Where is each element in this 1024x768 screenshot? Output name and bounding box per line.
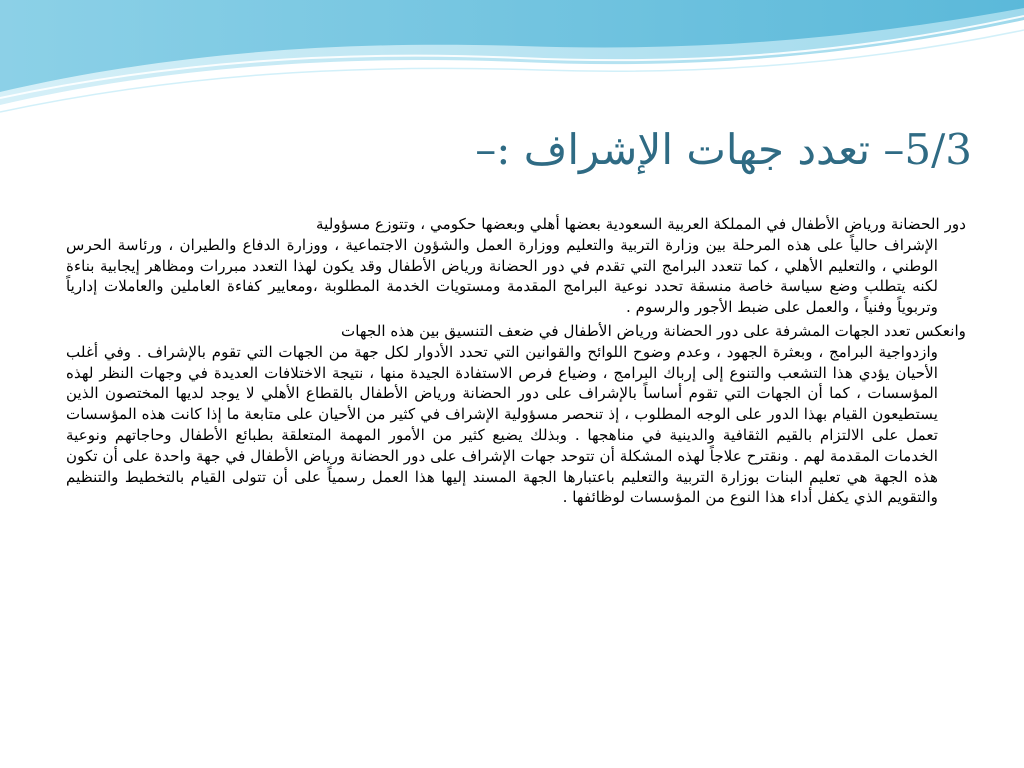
paragraph-2-first-line: وانعكس تعدد الجهات المشرفة على دور الحضانة ورياض الأطفال في ضعف التنسيق بين هذه الجهات — [340, 321, 966, 340]
paragraph-1-rest: الإشراف حالياً على هذه المرحلة بين وزارة التربية والتعليم ووزارة العمل والشؤون الاجتماعية ، ووزارة الدفاع والطيران ، ورئاسة الحرس الوطني ، والتعليم الأهلي ، كما تتعدد البرامج التي تقدم في دور الحضانة ورياض الأطفال وقد يكون لهذا التعدد مبررات ومظاهر إيجابية بناءة لكنه يتطلب وضع سياسة خاصة منسقة تحدد نوعية البرامج المقدمة ومستويات الخدمة المطلوبة ،ومعايير كفاءة العاملين والعاملات إدارياً وتربوياً وفنياً ، والعمل على ضبط الأجور والرسوم . — [66, 235, 938, 317]
paragraph-2-rest: وازدواجية البرامج ، وبعثرة الجهود ، وعدم وضوح اللوائح والقوانين التي تحدد الأدوار لكل جهة من الجهات التي تقوم بالإشراف . وفي أغلب الأحيان يؤدي هذا التشعب والتنوع إلى إرباك البرامج ، وضياع فرص الاستفادة الجيدة منها ، نتيجة الاختلافات العديدة في وجهات النظر لهذه المؤسسات ، كما أن الجهات التي تقوم أساساً بالإشراف على دور الحضانة ورياض الأطفال بالقطاع الأهلي لا يوجد لديها المختصون الذين يستطيعون القيام بهذا الدور على الوجه المطلوب ، إذ تنحصر مسؤولية الإشراف في كثير من الأحيان على متابعة ما إذا كانت هذه المؤسسات تعمل على الالتزام بالقيم الثقافية والدينية في مناهجها . وبذلك يضيع كثير من الأمور المهمة المتعلقة بطبائع الأطفال وحاجاتهم ونوعية الخدمات المقدمة لهم . ونقترح علاجاً لهذه المشكلة أن تتوحد جهات الإشراف على دور الحضانة ورياض الأطفال في جهة واحدة على أن تكون هذه الجهة هي تعليم البنات بوزارة التربية والتعليم باعتبارها الجهة المسند إليها هذا العمل رسمياً على أن تتولى القيام بالتخطيط والتنظيم والتقويم الذي يكفل أداء هذا النوع من المؤسسات لوظائفها . — [66, 342, 938, 507]
slide-body — [66, 214, 966, 508]
paragraph-1 — [66, 214, 966, 318]
paragraph-1-first-line: دور الحضانة ورياض الأطفال في المملكة العربية السعودية بعضها أهلي وبعضها حكومي ، وتتوزع مسؤولية — [316, 215, 966, 233]
header-wave-decoration — [0, 0, 1024, 120]
slide-title: 5/3– تعدد جهات الإشراف :– — [475, 125, 972, 174]
paragraph-2 — [66, 321, 966, 508]
